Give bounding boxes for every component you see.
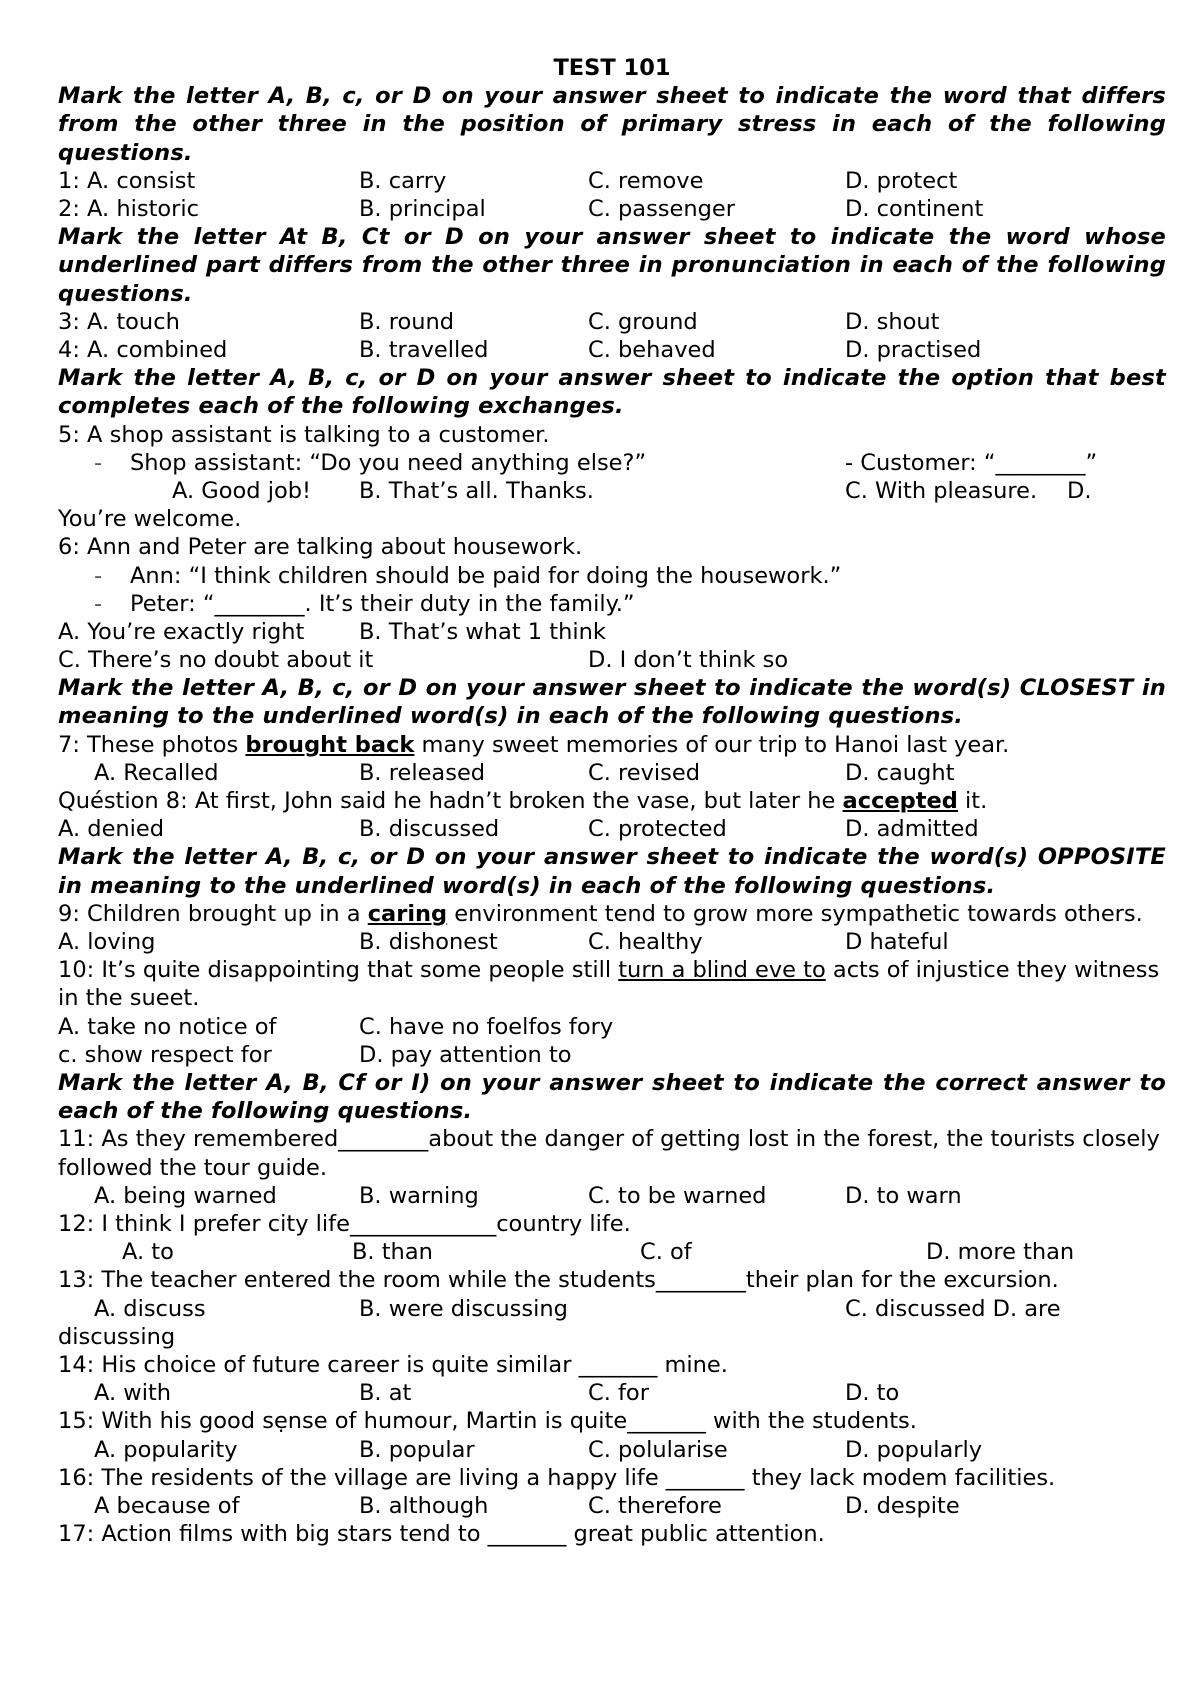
q4-option-c: C. behaved (588, 336, 716, 363)
q10-stem-post: acts of injustice they witness in the sueet. (58, 957, 1160, 1012)
question-6-options-cd (58, 646, 1166, 674)
question-14-stem: 14: His choice of future career is quite similar _______ mine. (58, 1351, 728, 1378)
question-7-stem (58, 731, 1166, 759)
q14-option-b: B. at (359, 1380, 412, 1407)
q7-option-c: C. revised (588, 759, 701, 786)
q9-stem-post: environment tend to grow more sympathetic towards others. (447, 900, 1143, 927)
question-10-options-2 (58, 1041, 1166, 1069)
test-title: TEST 101 (553, 55, 671, 81)
q5-customer-line: - Customer: “________” (845, 449, 1098, 476)
instruction-closest: Mark the letter A, B, c, or D on your answer sheet to indicate the word(s) CLOSEST in meaning to the underlined word(s) in each of the following questions. (58, 675, 1166, 730)
q12-option-a: A. to (122, 1239, 174, 1266)
q8-stem-pre: Quéstion 8: At first, John said he hadn’t broken the vase, but later he (58, 788, 843, 815)
q7-option-a: A. Recalled (94, 759, 219, 786)
q9-stem-pre: 9: Children brought up in a (58, 900, 368, 927)
q9-option-a: A. loving (58, 929, 156, 956)
q14-option-a: A. with (94, 1380, 172, 1407)
q8-option-a: A. denied (58, 816, 165, 843)
q4-option-a: 4: A. combined (58, 336, 228, 363)
q7-stem-pre: 7: These photos (58, 731, 246, 758)
question-12-stem: 12: I think I prefer city life_____________country life. (58, 1211, 631, 1237)
question-5-options (58, 477, 1166, 505)
q15-option-d: D. popularly (845, 1436, 983, 1463)
q16-option-b: B. although (359, 1492, 489, 1519)
question-11-options (58, 1182, 1166, 1210)
q16-option-a: A because of (94, 1492, 240, 1519)
question-15-options (58, 1436, 1166, 1464)
q14-option-c: C. for (588, 1380, 649, 1407)
question-10-options-1 (58, 1013, 1166, 1041)
question-11-stem: 11: As they remembered________about the danger of getting lost in the forest, the tourists closely followed the tour guide. (58, 1126, 1160, 1181)
q8-option-d: D. admitted (845, 816, 979, 843)
question-16-options (58, 1492, 1166, 1520)
q6-option-b: B. That’s what 1 think (359, 618, 606, 645)
q16-option-c: C. therefore (588, 1492, 722, 1519)
q8-option-b: B. discussed (359, 816, 500, 843)
q6-dialogue-ann (58, 562, 1166, 590)
q4-option-b: B. travelled (359, 336, 489, 363)
q10-option-c: C. have no foelfos fory (359, 1013, 614, 1040)
q9-option-d: D hateful (845, 929, 949, 956)
q1-option-b: B. carry (359, 167, 447, 194)
q10-option-a: A. take no notice of (58, 1013, 277, 1040)
instruction-correct: Mark the letter A, B, Cf or I) on your answer sheet to indicate the correct answer to each of the following questions. (58, 1070, 1166, 1125)
instruction-opposite: Mark the letter A, B, c, or D on your answer sheet to indicate the word(s) OPPOSITE in meaning to the underlined word(s) in each of the following questions. (58, 844, 1166, 899)
q3-option-c: C. ground (588, 308, 698, 335)
q2-option-c: C. passenger (588, 196, 736, 222)
q10-underlined: turn a blind eve to (618, 957, 826, 984)
q6-option-d: D. I don’t think so (588, 647, 789, 674)
q2-option-d: D. continent (845, 196, 984, 222)
instruction-stress: Mark the letter A, B, c, or D on your answer sheet to indicate the word that differs from the other three in the position of primary stress in each of the following questions. (58, 83, 1166, 166)
q13-option-b: B. were discussing (359, 1295, 568, 1322)
q12-option-d: D. more than (926, 1239, 1075, 1266)
q2-option-b: B. principal (359, 196, 486, 222)
question-16-stem: 16: The residents of the village are living a happy life _______ they lack modem facilities. (58, 1464, 1056, 1491)
q10-option-c2: c. show respect for (58, 1041, 272, 1068)
q7-underlined: brought back (245, 731, 415, 758)
dialogue-dash: - (94, 449, 103, 476)
q4-option-d: D. practised (845, 336, 982, 363)
q13-option-a: A. discuss (94, 1295, 206, 1322)
question-1 (58, 167, 1166, 195)
q5-option-c: C. With pleasure. (845, 477, 1038, 504)
q7-option-d: D. caught (845, 759, 955, 786)
question-12-options (58, 1238, 1166, 1266)
q15-option-c: C. polularise (588, 1436, 728, 1463)
q15-option-a: A. popularity (94, 1436, 238, 1463)
q8-stem-post: it. (957, 788, 988, 815)
q13-option-c: C. discussed D. are (845, 1295, 1061, 1322)
q7-stem-post: many sweet memories of our trip to Hanoi last year. (414, 731, 1010, 758)
q9-option-c: C. healthy (588, 929, 703, 956)
q12-option-c: C. of (640, 1239, 692, 1266)
q16-option-d: D. despite (845, 1492, 960, 1519)
q10-option-d: D. pay attention to (359, 1041, 572, 1068)
question-6-options-ab (58, 618, 1166, 646)
question-13-options (58, 1295, 1166, 1323)
question-15-stem: 15: With his good sẹnse of humour, Martin is quite_______ with the students. (58, 1408, 917, 1435)
question-14-options (58, 1379, 1166, 1407)
q11-option-d: D. to warn (845, 1182, 962, 1209)
q6-option-a: A. You’re exactly right (58, 618, 305, 645)
q6-peter-line: Peter: “________. It’s their duty in the family.” (130, 590, 635, 617)
q1-option-d: D. protect (845, 167, 958, 194)
question-5-stem: 5: A shop assistant is talking to a customer. (58, 421, 550, 448)
q6-option-c: C. There’s no doubt about it (58, 647, 374, 674)
question-10-stem (58, 956, 1166, 1012)
q11-option-c: C. to be warned (588, 1182, 767, 1209)
q6-dialogue-peter (58, 590, 1166, 618)
q10-stem-pre: 10: It’s quite disappointing that some people still (58, 957, 619, 984)
test-document (58, 54, 1166, 1548)
dialogue-dash: - (94, 590, 103, 617)
q5-shop-assistant-line: Shop assistant: “Do you need anything else?” (130, 449, 647, 476)
q5-option-a: A. Good job! (172, 477, 312, 504)
q13-option-continued: discussing (58, 1323, 176, 1350)
question-8-options (58, 815, 1166, 843)
question-5-dialogue (58, 449, 1166, 477)
q11-option-a: A. being warned (94, 1182, 277, 1209)
q9-underlined: caring (367, 900, 448, 927)
q3-option-d: D. shout (845, 308, 940, 335)
question-8-stem (58, 787, 1166, 815)
q1-option-a: 1: A. consist (58, 167, 196, 194)
question-17-stem: 17: Action films with big stars tend to _______ great public attention. (58, 1521, 825, 1548)
q5-option-b: B. That’s all. Thanks. (359, 477, 594, 504)
question-6-stem: 6: Ann and Peter are talking about housework. (58, 534, 583, 561)
question-13-stem: 13: The teacher entered the room while the students________their plan for the excursion. (58, 1267, 1059, 1294)
q8-underlined: accepted (842, 788, 958, 815)
q5-option-d: D. (1067, 477, 1092, 504)
question-4 (58, 336, 1166, 364)
q5-option-d-continued: You’re welcome. (58, 506, 242, 533)
question-3 (58, 308, 1166, 336)
q6-ann-line: Ann: “I think children should be paid for doing the housework.” (130, 562, 842, 589)
question-2 (58, 195, 1166, 223)
question-7-options (58, 759, 1166, 787)
q15-option-b: B. popular (359, 1436, 475, 1463)
q7-option-b: B. released (359, 759, 486, 786)
q1-option-c: C. remove (588, 167, 704, 194)
q8-option-c: C. protected (588, 816, 727, 843)
q11-option-b: B. warning (359, 1182, 479, 1209)
q2-option-a: 2: A. historic (58, 196, 200, 222)
q12-option-b: B. than (352, 1239, 433, 1266)
question-9-stem (58, 900, 1166, 928)
instruction-exchanges: Mark the letter A, B, c, or D on your answer sheet to indicate the option that best completes each of the following exchanges. (58, 365, 1166, 420)
q14-option-d: D. to (845, 1380, 900, 1407)
question-9-options (58, 928, 1166, 956)
q9-option-b: B. dishonest (359, 929, 498, 956)
q3-option-a: 3: A. touch (58, 308, 180, 335)
q3-option-b: B. round (359, 308, 455, 335)
dialogue-dash: - (94, 562, 103, 589)
instruction-pronunciation: Mark the letter At B, Ct or D on your answer sheet to indicate the word whose underlined part differs from the other three in pronunciation in each of the following questions. (58, 224, 1166, 307)
